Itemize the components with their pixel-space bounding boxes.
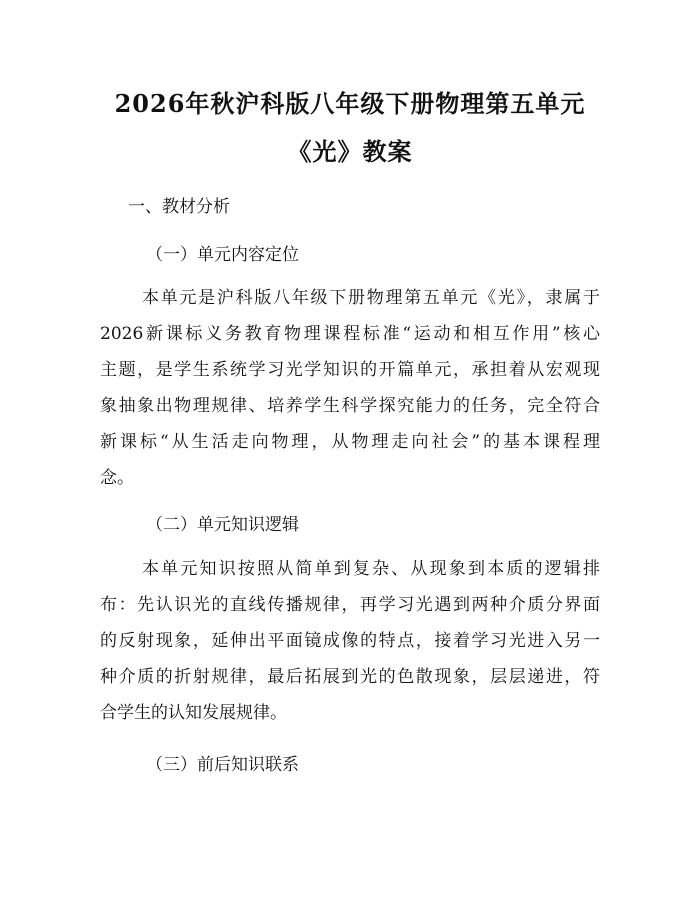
paragraph-line: 布：先认识光的直线传播规律，再学习光遇到两种介质分界面	[100, 595, 600, 615]
paragraph-line: 2026新课标义务教育物理课程标准“运动和相互作用”核心	[100, 324, 600, 344]
subsection-heading-knowledge-connections: （三）前后知识联系	[146, 755, 299, 775]
paragraph-line: 合学生的认知发展规律。	[100, 703, 287, 723]
paragraph-line: 主题，是学生系统学习光学知识的开篇单元，承担着从宏观现	[100, 360, 600, 380]
paragraph-unit-positioning	[100, 280, 600, 496]
document-title-line-2: 《光》教案	[287, 137, 413, 166]
paragraph-knowledge-logic	[100, 551, 600, 731]
paragraph-line: 种介质的折射规律，最后拓展到光的色散现象，层层递进，符	[100, 667, 600, 687]
document-title-line-1: 2026年秋沪科版八年级下册物理第五单元	[114, 89, 586, 118]
paragraph-line: 的反射现象，延伸出平面镜成像的特点，接着学习光进入另一	[100, 631, 600, 651]
subsection-heading-knowledge-logic: （二）单元知识逻辑	[146, 515, 299, 535]
paragraph-line: 象抽象出物理规律、培养学生科学探究能力的任务，完全符合	[100, 396, 600, 416]
subsection-heading-unit-positioning: （一）单元内容定位	[146, 245, 299, 265]
paragraph-line: 念。	[100, 468, 134, 488]
section-heading-textbook-analysis: 一、教材分析	[128, 197, 230, 217]
paragraph-line: 本单元是沪科版八年级下册物理第五单元《光》，隶属于	[142, 288, 600, 308]
paragraph-line: 本单元知识按照从简单到复杂、从现象到本质的逻辑排	[142, 559, 600, 579]
paragraph-line: 新课标“从生活走向物理，从物理走向社会”的基本课程理	[100, 432, 600, 452]
